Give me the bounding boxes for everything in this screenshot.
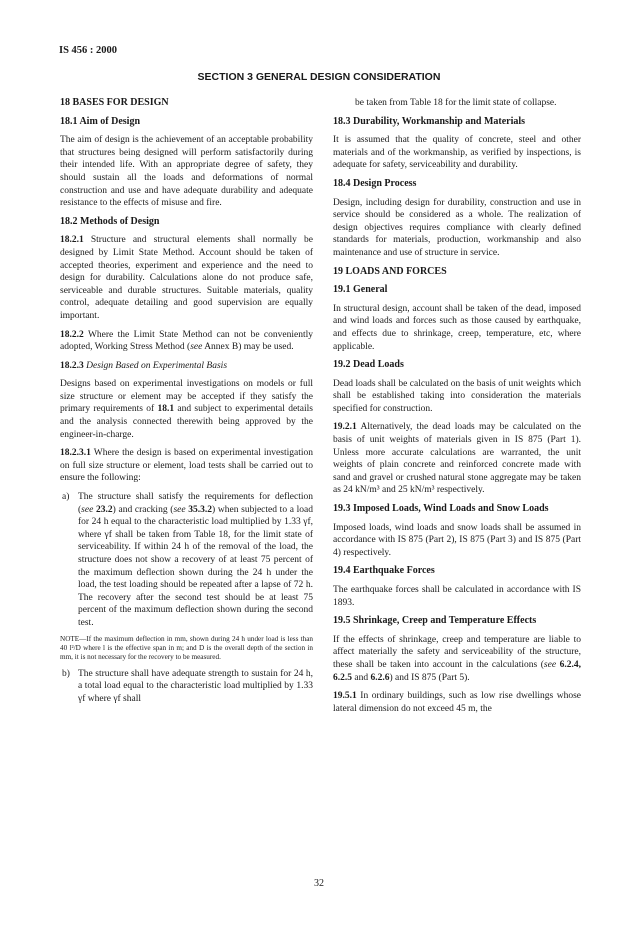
heading-18-1: 18.1 Aim of Design	[60, 115, 140, 127]
standard-code: IS 456 : 2000	[59, 45, 118, 56]
heading-19-3: 19.3 Imposed Loads, Wind Loads and Snow Loads	[333, 503, 549, 515]
heading-18-2-3: 18.2.3 Design Based on Experimental Basis	[60, 360, 228, 371]
para-18-1: The aim of design is the achievement of an acceptable probability that structures being designed will perform satisfactorily during their intended life. With an appropriate degree of safety, they should sustain all the loads and deformations of normal construction and use and have adequate durability and adequate resistance to the effects of misuse and fire.	[60, 135, 313, 209]
right-column	[333, 97, 581, 721]
section-title: SECTION 3 GENERAL DESIGN CONSIDERATION	[197, 71, 441, 83]
heading-19-5: 19.5 Shrinkage, Creep and Temperature Effects	[333, 615, 537, 627]
para-18-2-3: Designs based on experimental investigations on models or full size structure or element may be accepted if they satisfy the primary requirements of 18.1 and subject to experimental details and the analysis connected therewith being approved by the engineer-in-charge.	[60, 379, 314, 440]
heading-18-2: 18.2 Methods of Design	[60, 215, 160, 227]
heading-19-4: 19.4 Earthquake Forces	[333, 565, 435, 577]
para-18-2-1: 18.2.1 Structure and structural elements shall normally be designed by Limit State Method. Account should be taken of accepted theories, experiment and experience and the need to design for durability. Calculations alone do not produce safe, serviceable and durable structures. Suitable materials, quality control, adequate detailing and good supervision are equally important.	[60, 235, 313, 321]
para-18-2-2: 18.2.2 Where the Limit State Method can not be conveniently adopted, Working Stress Method (see Annex B) may be used.	[60, 329, 313, 353]
left-column	[60, 97, 313, 711]
para-18-3: It is assumed that the quality of concrete, steel and other materials and of the workmanship, as verified by inspections, is adequate for safety, serviceability and durability.	[333, 135, 581, 171]
list-item-b: b) The structure shall have adequate strength to sustain for 24 h, a total load equal to the characteristic load multiplied by 1.33 γf where γf shall	[62, 668, 313, 704]
heading-19-2: 19.2 Dead Loads	[333, 359, 404, 371]
para-19-3: Imposed loads, wind loads and snow loads shall be assumed in accordance with IS 875 (Part 2), IS 875 (Part 3) and IS 875 (Part 4) respectively.	[333, 522, 581, 558]
para-19-4: The earthquake forces shall be calculated in accordance with IS 1893.	[333, 585, 581, 608]
heading-18-4: 18.4 Design Process	[333, 177, 417, 189]
para-19-5-1: 19.5.1 In ordinary buildings, such as low rise dwellings whose lateral dimension do not exceed 45 m, the	[333, 691, 581, 714]
para-18-4: Design, including design for durability, construction and use in service should be considered as a whole. The realization of design objectives requires compliance with clearly defined standards for materials, production, workmanship and also maintenance and use of structure in service.	[333, 197, 581, 258]
note: NOTE—If the maximum deflection in mm, shown during 24 h under load is less than 40 l²/D where l is the effective span in m; and D is the overall depth of the section in mm, it is not necessary for the recovery to be measured.	[60, 634, 313, 662]
para-19-2: Dead loads shall be calculated on the basis of unit weights which shall be established taking into consideration the materials specified for construction.	[333, 378, 581, 414]
heading-19-1: 19.1 General	[333, 284, 388, 296]
heading-18-3: 18.3 Durability, Workmanship and Materials	[333, 115, 526, 127]
list-item-a: a) The structure shall satisfy the requirements for deflection (see 23.2) and cracking (see 35.3.2) when subjected to a load for 24 h equal to the characteristic load multiplied by 1.33 γf, where γf shall be taken from Table 18, for the limit state of serviceability. If within 24 h of the removal of the load, the structure does not show a recovery of at least 75 percent of the maximum deflection shown during the 24 h under the load, the test loading should be repeated after a lapse of 72 h. The recovery after the second test should be at least 75 percent of the maximum deflection shown during the second test.	[62, 492, 314, 628]
page-number: 32	[314, 878, 324, 889]
heading-19: 19 LOADS AND FORCES	[333, 265, 447, 277]
heading-18: 18 BASES FOR DESIGN	[60, 97, 169, 108]
para-19-5: If the effects of shrinkage, creep and temperature are liable to affect materially the safety and serviceability of the structure, these shall be taken into account in the calculations (see 6.2.4, 6.2.5 and 6.2.6) and IS 875 (Part 5).	[333, 634, 581, 683]
para-18-2-3-1: 18.2.3.1 Where the design is based on experimental investigation on full size structure or element, load tests shall be carried out to ensure the following:	[60, 448, 313, 484]
para-19-2-1: 19.2.1 Alternatively, the dead loads may be calculated on the basis of unit weights of materials given in IS 875 (Part 1). Unless more accurate calculations are warranted, the unit weights of plain concrete and reinforced concrete made with sand and gravel or crushed natural stone aggregate may be taken as 24 kN/m³ and 25 kN/m³ respectively.	[333, 422, 581, 496]
list-item-b-continued: be taken from Table 18 for the limit state of collapse.	[355, 98, 557, 108]
para-19-1: In structural design, account shall be taken of the dead, imposed and wind loads and forces such as those caused by earthquake, and effects due to shrinkage, creep, temperature, etc, where applicable.	[333, 303, 581, 352]
